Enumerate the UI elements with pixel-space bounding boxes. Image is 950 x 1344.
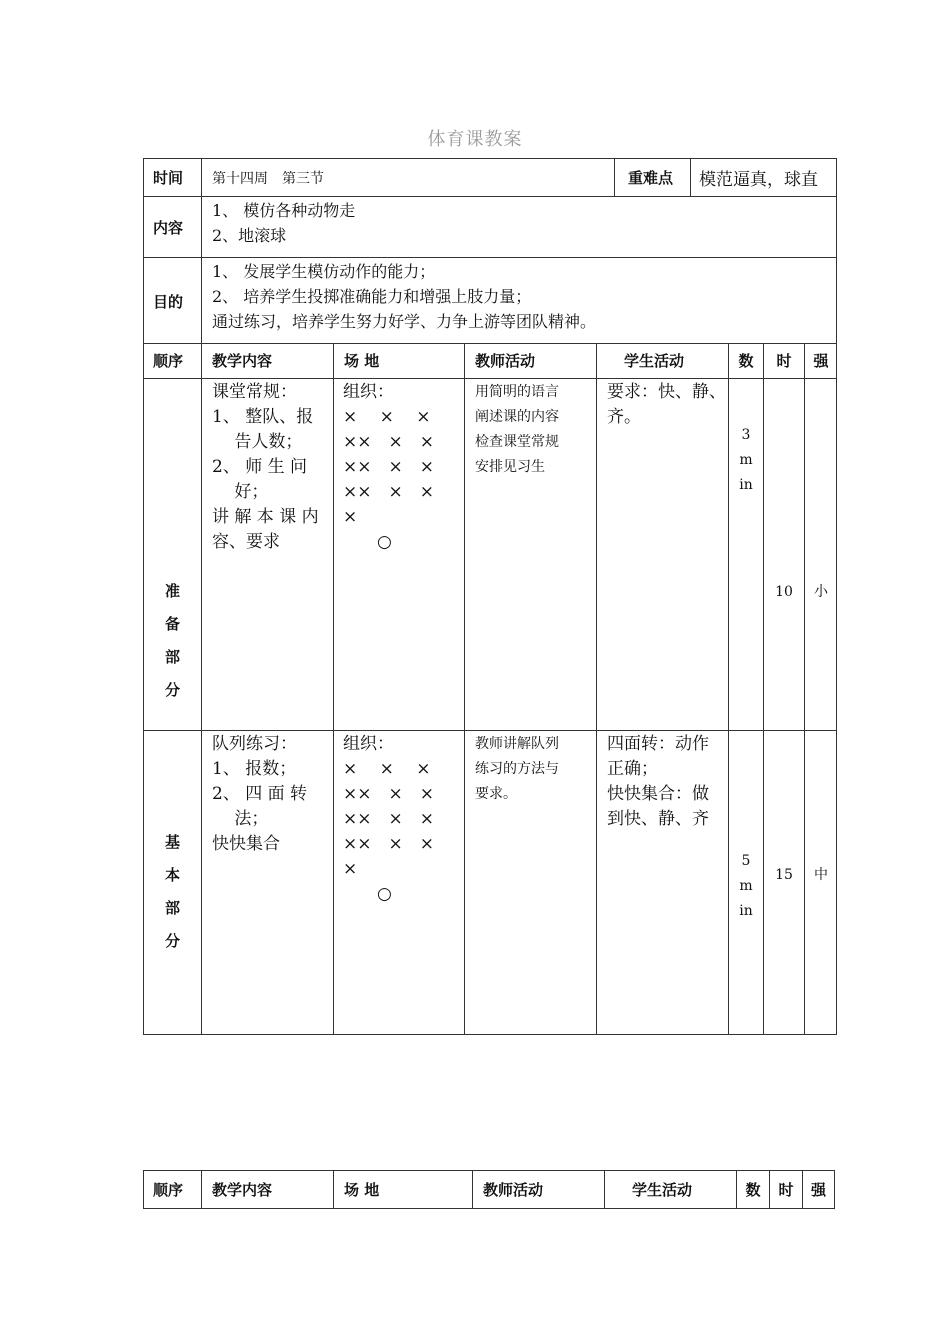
basic-field: 组织： × × × ×× × × ×× × × ×× × × × ○: [343, 734, 434, 904]
section-char: 本: [164, 866, 180, 884]
col-student-2: 学生活动: [632, 1181, 693, 1199]
header-table: [143, 158, 837, 344]
col-field-2: 场 地: [344, 1181, 380, 1199]
prep-intensity: 小: [814, 584, 828, 600]
prep-teacher: 用简明的语言 阐述课的内容 检查课堂常规 安排见习生: [475, 384, 559, 475]
basic-time: 15: [775, 867, 793, 883]
section-char: 备: [164, 615, 180, 633]
goal-line: 2、 培养学生投掷准确能力和增强上肢力量；: [212, 287, 532, 306]
time-value: 第十四周 第三节: [212, 170, 324, 187]
content-line: 2、地滚球: [212, 226, 287, 245]
col-count-2: 数: [745, 1181, 761, 1199]
lesson-table: [143, 343, 837, 1035]
col-content: 教学内容: [212, 352, 273, 370]
prep-student: 要求：快、静、 齐。: [607, 382, 726, 427]
section-char: 部: [164, 648, 180, 666]
basic-teacher: 教师讲解队列 练习的方法与 要求。: [475, 736, 559, 802]
col-time: 时: [776, 352, 792, 370]
basic-content: 队列练习： 1、 报数； 2、 四 面 转 法； 快快集合: [212, 734, 308, 854]
section-char: 分: [164, 681, 180, 699]
col-intensity-2: 强: [810, 1181, 826, 1199]
content-line: 1、 模仿各种动物走: [212, 201, 356, 220]
goal-lines: [202, 259, 832, 334]
col-count: 数: [738, 352, 754, 370]
basic-count: 5 m in: [739, 853, 753, 919]
section-name-basic: [144, 826, 201, 958]
section-char: 准: [164, 582, 180, 600]
basic-intensity: 中: [814, 867, 828, 883]
prep-content: 课堂常规： 1、 整队、报 告人数； 2、 师 生 问 好； 讲 解 本 课 内 容、要求: [212, 382, 319, 552]
col-time-2: 时: [778, 1181, 794, 1199]
col-field: 场 地: [344, 352, 380, 370]
col-teacher: 教师活动: [475, 352, 536, 370]
goal-line: 1、 发展学生模仿动作的能力；: [212, 262, 436, 281]
section-char: 分: [164, 932, 180, 950]
prep-time: 10: [775, 584, 793, 600]
next-table-header: [143, 1170, 835, 1209]
content-label: 内容: [153, 218, 184, 237]
page-title: 体育课教案: [427, 129, 523, 150]
section-char: 基: [164, 833, 180, 851]
difficulty-label: 重难点: [628, 169, 674, 187]
col-order-2: 顺序: [153, 1181, 184, 1199]
basic-student: 四面转：动作 正确； 快快集合：做 到快、静、齐: [607, 734, 709, 829]
col-teacher-2: 教师活动: [483, 1181, 544, 1199]
col-intensity: 强: [813, 352, 829, 370]
goal-line: 通过练习，培养学生努力好学、力争上游等团队精神。: [212, 312, 597, 331]
section-char: 部: [164, 899, 180, 917]
col-order: 顺序: [153, 352, 184, 370]
difficulty-value: 模范逼真，球直: [699, 170, 818, 190]
prep-count: 3 m in: [739, 427, 753, 493]
col-content-2: 教学内容: [212, 1181, 273, 1199]
section-name-prep: [144, 575, 201, 707]
goal-label: 目的: [153, 292, 184, 311]
col-student: 学生活动: [624, 352, 685, 370]
time-label: 时间: [153, 169, 184, 187]
content-lines: [202, 198, 832, 248]
prep-field: 组织： × × × ×× × × ×× × × ×× × × × ○: [343, 382, 434, 552]
